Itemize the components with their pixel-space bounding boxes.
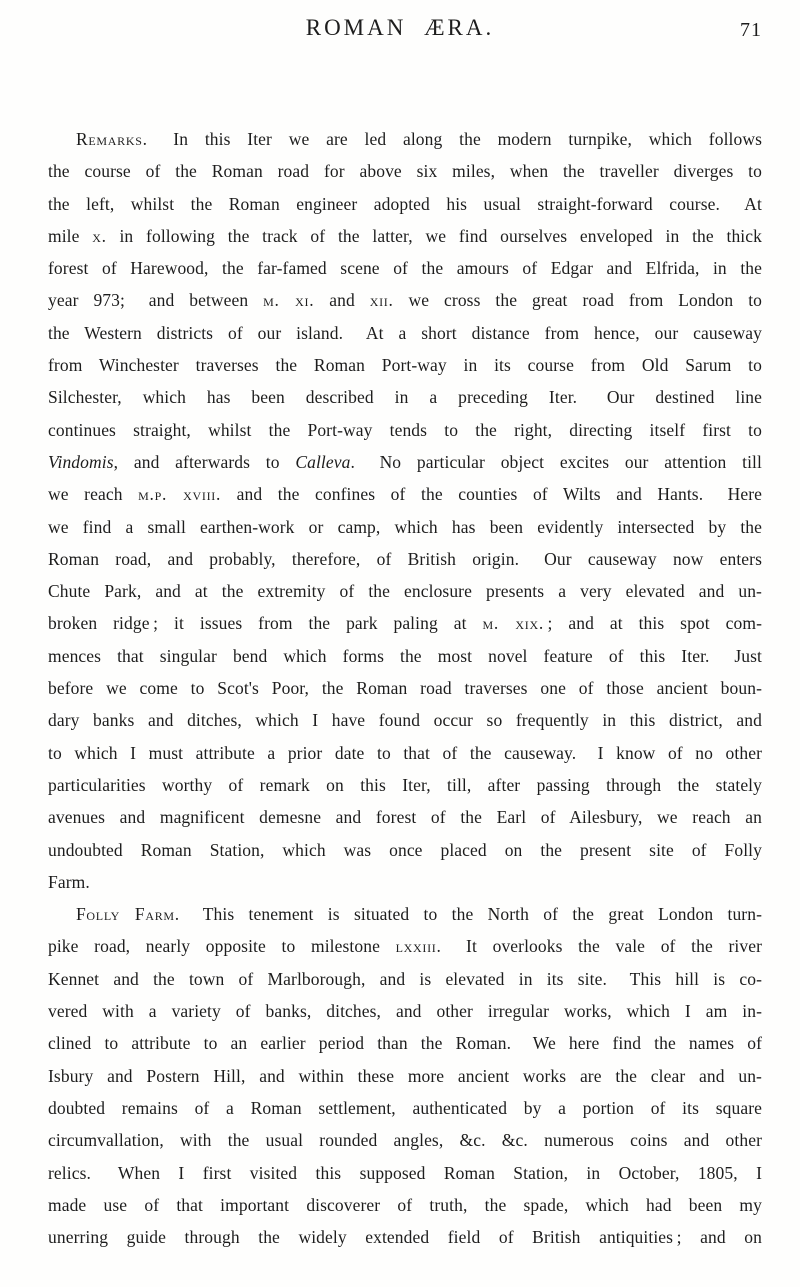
text-run: clined to attribute to an earlier period than the Roman. We here find the names of — [48, 1033, 762, 1054]
text-line — [48, 801, 762, 833]
text-line — [48, 1124, 762, 1156]
text-run: Isbury and Postern Hill, and within these more ancient works are the clear and un- — [48, 1065, 762, 1086]
text-run: we cross the great road from London to — [393, 290, 762, 311]
text-run: It overlooks the vale of the river — [441, 936, 763, 957]
text-run-italic: Calleva — [295, 451, 351, 472]
text-line — [48, 284, 762, 316]
text-run-smallcaps: Remarks. — [76, 129, 148, 149]
text-run: mences that singular bend which forms the most novel feature of this Iter. Just — [48, 645, 762, 666]
text-line — [48, 381, 762, 413]
text-line — [48, 704, 762, 736]
text-line — [48, 834, 762, 866]
page-number: 71 — [740, 19, 762, 41]
text-run: particularities worthy of remark on this Iter, till, after passing through the stately — [48, 774, 762, 795]
text-line — [48, 317, 762, 349]
text-run: Silchester, which has been described in a preceding Iter. Our destined line — [48, 387, 762, 408]
text-run: Roman road, and probably, therefore, of British origin. Our causeway now enters — [48, 548, 762, 569]
text-run: and the confines of the counties of Wilts and Hants. Here — [221, 484, 763, 505]
text-run: from Winchester traverses the Roman Port-way in its course from Old Sarum to — [48, 355, 762, 376]
text-line — [48, 769, 762, 801]
text-line — [48, 737, 762, 769]
text-run: broken ridge ; it issues from the park paling at — [48, 613, 483, 634]
text-line — [48, 188, 762, 220]
text-line — [48, 1060, 762, 1092]
text-line — [48, 1189, 762, 1221]
text-run: we find a small earthen-work or camp, which has been evidently intersected by the — [48, 516, 762, 537]
text-run: Chute Park, and at the extremity of the enclosure presents a very elevated and un- — [48, 581, 762, 602]
text-run: forest of Harewood, the far-famed scene of the amours of Edgar and Elfrida, in the — [48, 258, 762, 279]
text-run-smallcaps: xii. — [369, 290, 394, 311]
text-run: before we come to Scot's Poor, the Roman road traverses one of those ancient boun- — [48, 678, 762, 699]
text-run-smallcaps: m. xix. — [482, 613, 544, 634]
text-line — [48, 446, 762, 478]
text-line — [48, 930, 762, 962]
text-line — [48, 640, 762, 672]
text-run: the left, whilst the Roman engineer adopted his usual straight-forward course. At — [48, 193, 762, 214]
text-line — [48, 155, 762, 187]
text-run: year 973; and between — [48, 290, 264, 311]
text-run: circumvallation, with the usual rounded angles, &c. &c. numerous coins and other — [48, 1130, 762, 1151]
text-run: dary banks and ditches, which I have found occur so frequently in this district, and — [48, 710, 762, 731]
text-run-smallcaps: x. — [92, 225, 107, 246]
text-run: the Western districts of our island. At a short distance from hence, our causeway — [48, 322, 762, 343]
text-line — [48, 672, 762, 704]
text-run: to which I must attribute a prior date to that of the causeway. I know of no other — [48, 742, 762, 763]
text-run-smallcaps: m.p. xviii. — [138, 484, 222, 505]
text-line — [48, 607, 762, 639]
text-line — [48, 575, 762, 607]
text-line — [48, 995, 762, 1027]
text-line — [48, 543, 762, 575]
text-line — [48, 349, 762, 381]
text-run: the course of the Roman road for above six miles, when the traveller diverges to — [48, 161, 762, 182]
text-run: doubted remains of a Roman settlement, authenticated by a portion of its square — [48, 1097, 762, 1118]
text-run: pike road, nearly opposite to milestone — [48, 936, 396, 957]
text-run-italic: Vindomis — [48, 451, 114, 472]
text-line — [48, 220, 762, 252]
text-run: we reach — [48, 484, 139, 505]
text-run-smallcaps: m. xi. — [263, 290, 315, 311]
text-line — [48, 898, 762, 930]
text-run: continues straight, whilst the Port-way tends to the right, directing itself first to — [48, 419, 762, 440]
paragraph-remarks — [48, 123, 762, 898]
text-line — [48, 1027, 762, 1059]
text-line — [48, 511, 762, 543]
text-run: In this Iter we are led along the modern turnpike, which follows — [147, 129, 762, 149]
text-run: mile — [48, 225, 93, 246]
text-run: Farm. — [48, 871, 90, 892]
text-run: in following the track of the latter, we find ourselves enveloped in the thick — [106, 225, 762, 246]
text-line — [48, 866, 762, 898]
text-run: , and afterwards to — [113, 451, 296, 472]
text-run: Kennet and the town of Marlborough, and is elevated in its site. This hill is co- — [48, 968, 762, 989]
text-line — [48, 123, 762, 155]
text-line — [48, 1092, 762, 1124]
page-body — [48, 123, 762, 1253]
text-line — [48, 963, 762, 995]
text-line — [48, 1221, 762, 1253]
text-run: This tenement is situated to the North of the great London turn- — [179, 904, 762, 925]
text-run: unerring guide through the widely extended field of British antiquities ; and on — [48, 1227, 762, 1248]
text-line — [48, 414, 762, 446]
text-line — [48, 1157, 762, 1189]
text-run: vered with a variety of banks, ditches, and other irregular works, which I am in- — [48, 1001, 762, 1022]
text-run-smallcaps: lxxiii. — [395, 936, 442, 957]
text-line — [48, 252, 762, 284]
text-run: and — [314, 290, 370, 311]
text-run: . No particular object excites our attention till — [350, 451, 762, 472]
text-run: relics. When I first visited this supposed Roman Station, in October, 1805, I — [48, 1162, 762, 1183]
text-line — [48, 478, 762, 510]
page-header-title: ROMAN ÆRA. — [305, 15, 495, 40]
text-run: ; and at this spot com- — [543, 613, 762, 634]
text-run: made use of that important discoverer of truth, the spade, which had been my — [48, 1194, 762, 1215]
text-run-smallcaps: Folly Farm. — [76, 904, 180, 925]
text-run: avenues and magnificent demesne and forest of the Earl of Ailesbury, we reach an — [48, 807, 762, 828]
text-run: undoubted Roman Station, which was once placed on the present site of Folly — [48, 839, 762, 860]
paragraph-folly-farm — [48, 898, 762, 1253]
